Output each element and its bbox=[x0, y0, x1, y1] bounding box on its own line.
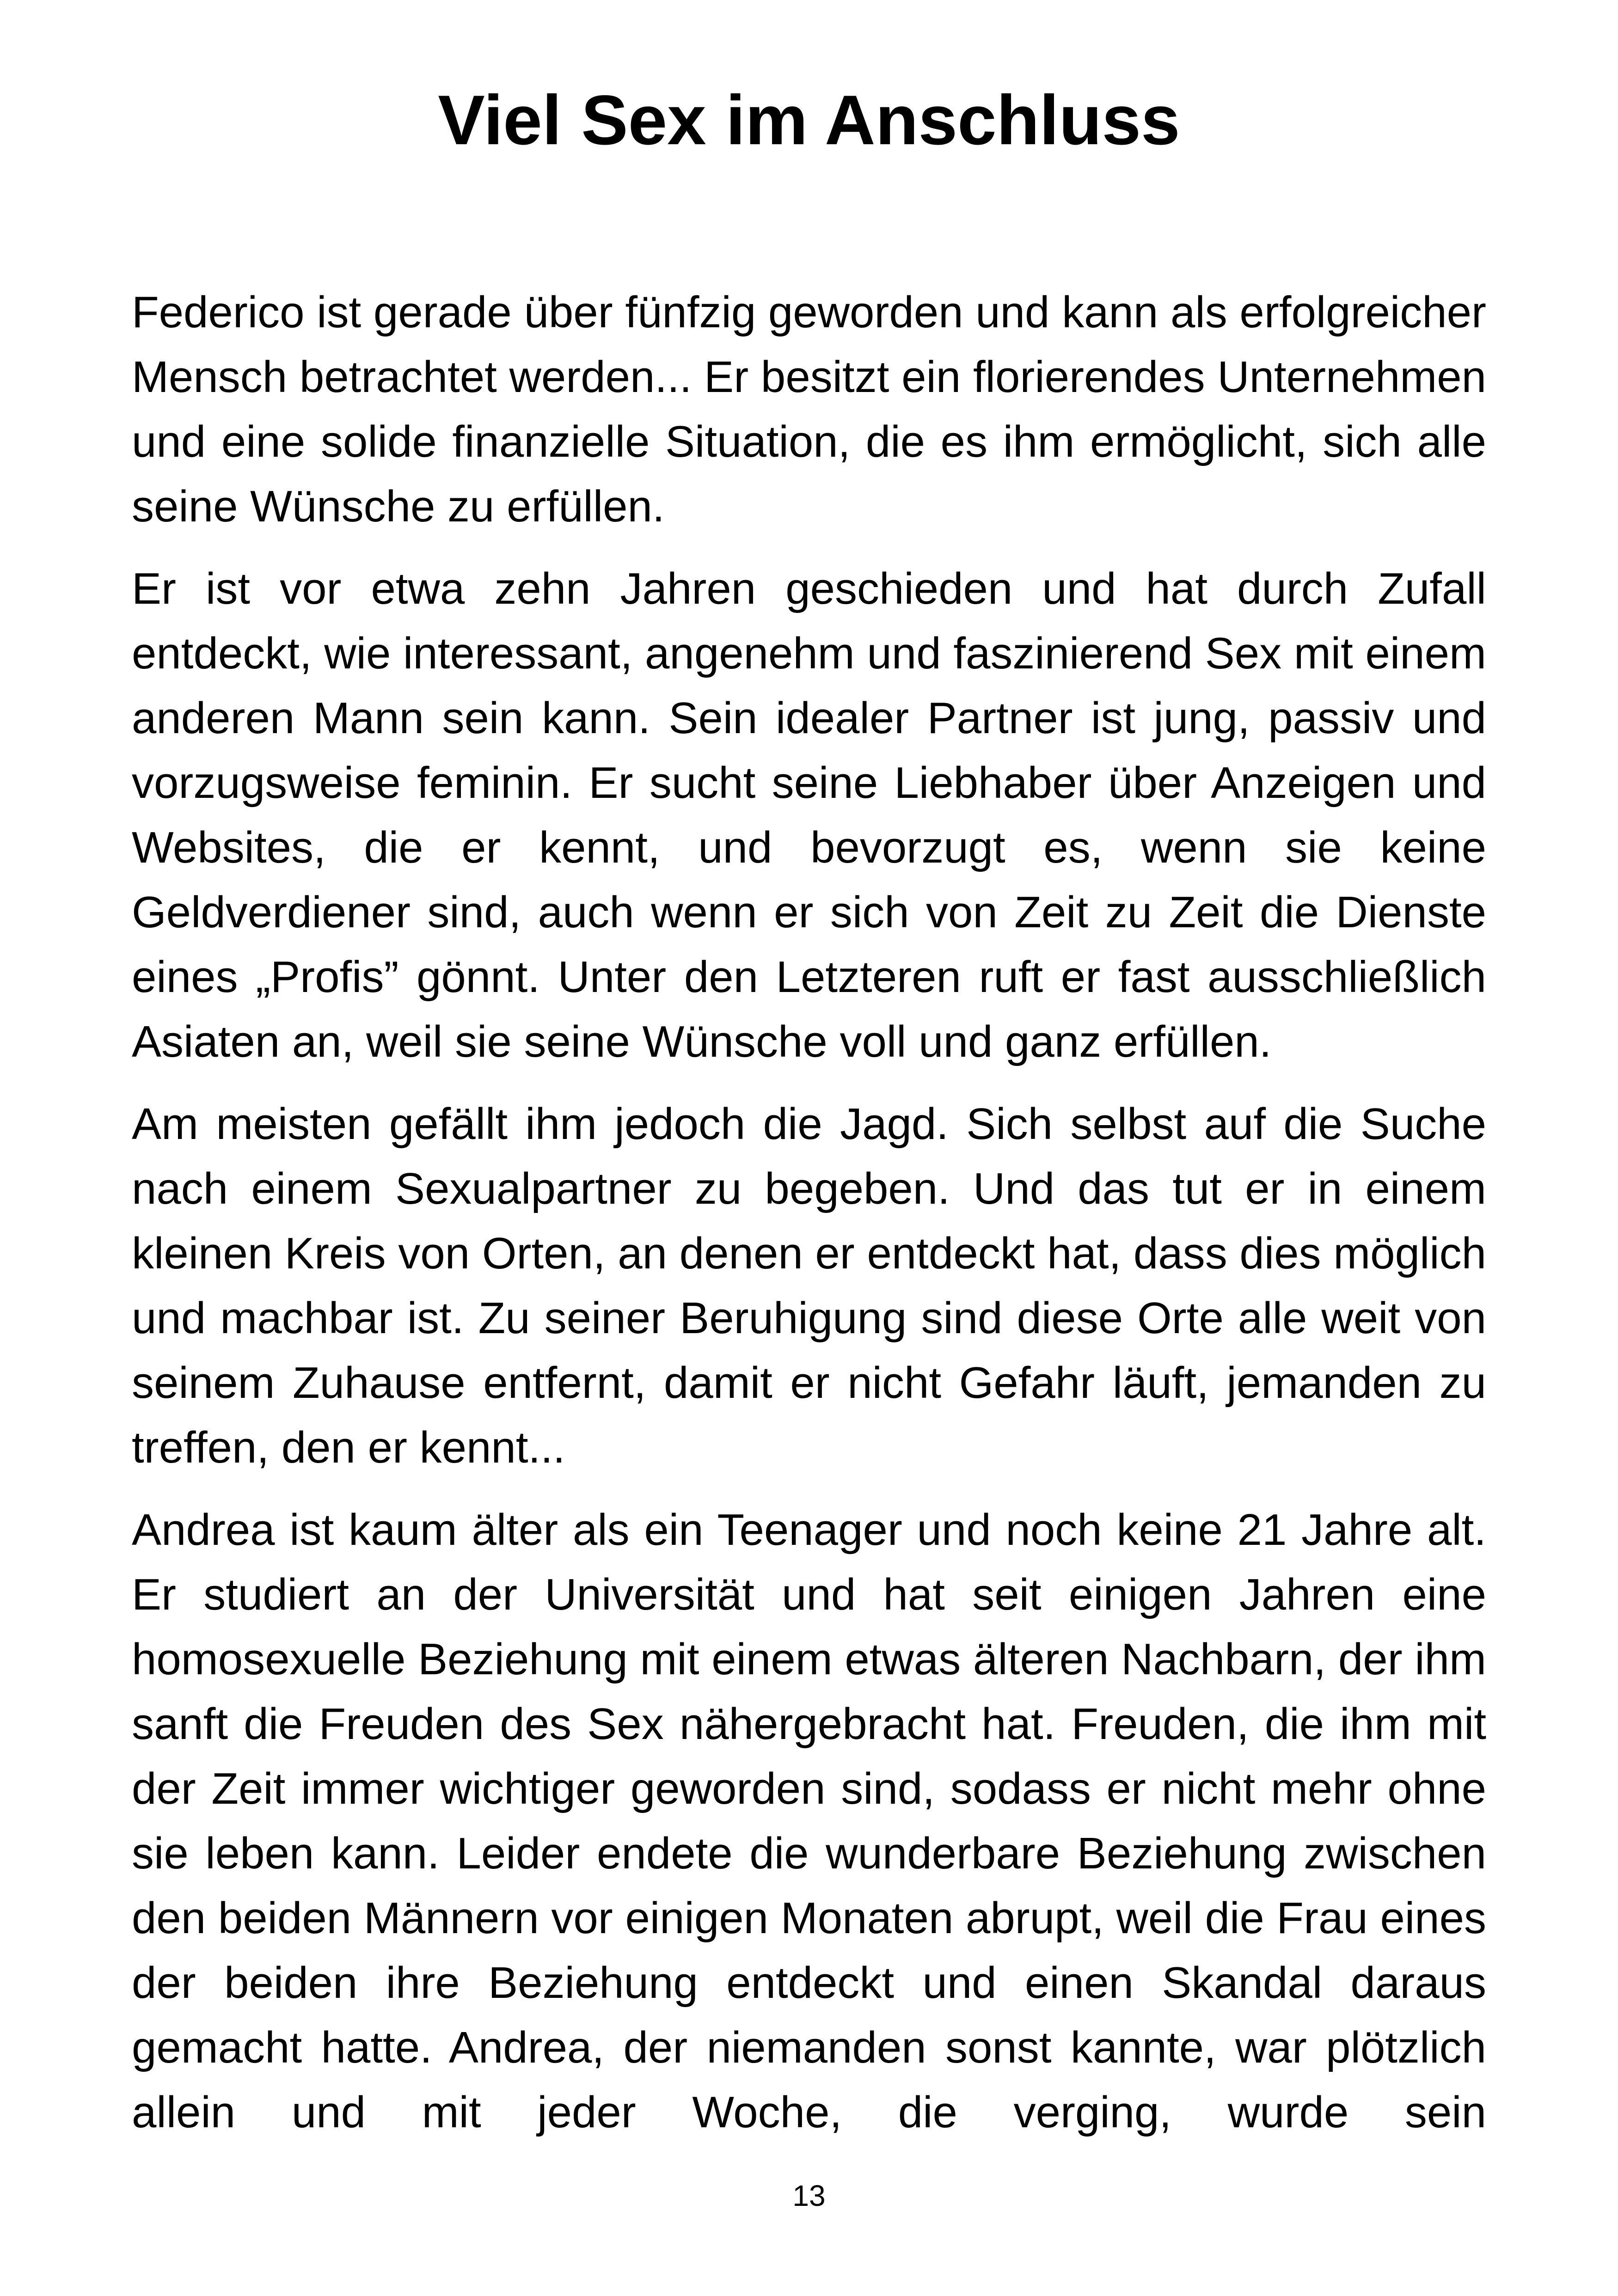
body-text bbox=[132, 280, 1486, 2162]
paragraph-3: Am meisten gefällt ihm jedoch die Jagd. Sich selbst auf die Suche nach einem Sexualpartner zu begeben. Und das tut er in einem kleinen Kreis von Orten, an denen er entdeckt hat, dass dies möglich und machbar ist. Zu seiner Beruhigung sind diese Orte alle weit von seinem Zuhause entfernt, damit er nicht Gefahr läuft, jemanden zu treffen, den er kennt... bbox=[132, 1099, 1486, 1472]
paragraph-2: Er ist vor etwa zehn Jahren geschieden und hat durch Zufall entdeckt, wie interessant, angenehm und faszinierend Sex mit einem anderen Mann sein kann. Sein idealer Partner ist jung, passiv und vorzugsweise feminin. Er sucht seine Liebhaber über Anzeigen und Websites, die er kennt, und bevorzugt es, wenn sie keine Geldverdiener sind, auch wenn er sich von Zeit zu Zeit die Dienste eines „Profis” gönnt. Unter den Letzteren ruft er fast ausschließlich Asiaten an, weil sie seine Wünsche voll und ganz erfüllen. bbox=[132, 564, 1486, 1066]
paragraph-1: Federico ist gerade über fünfzig geworden und kann als erfolgreicher Mensch betrachtet werden... Er besitzt ein florierendes Unternehmen und eine solide finanzielle Situation, die es ihm ermöglicht, sich alle seine Wünsche zu erfüllen. bbox=[132, 288, 1486, 531]
chapter-title: Viel Sex im Anschluss bbox=[438, 81, 1180, 159]
page-number: 13 bbox=[792, 2179, 826, 2212]
paragraph-4: Andrea ist kaum älter als ein Teenager und noch keine 21 Jahre alt. Er studiert an der Universität und hat seit einigen Jahren eine homosexuelle Beziehung mit einem etwas älteren Nachbarn, der ihm sanft die Freuden des Sex nähergebracht hat. Freuden, die ihm mit der Zeit immer wichtiger geworden sind, sodass er nicht mehr ohne sie leben kann. Leider endete die wunderbare Beziehung zwischen den beiden Männern vor einigen Monaten abrupt, weil die Frau eines der beiden ihre Beziehung entdeckt und einen Skandal daraus gemacht hatte. Andrea, der niemanden sonst kannte, war plötzlich allein und mit jeder Woche, die verging, wurde sein bbox=[132, 1505, 1486, 2137]
